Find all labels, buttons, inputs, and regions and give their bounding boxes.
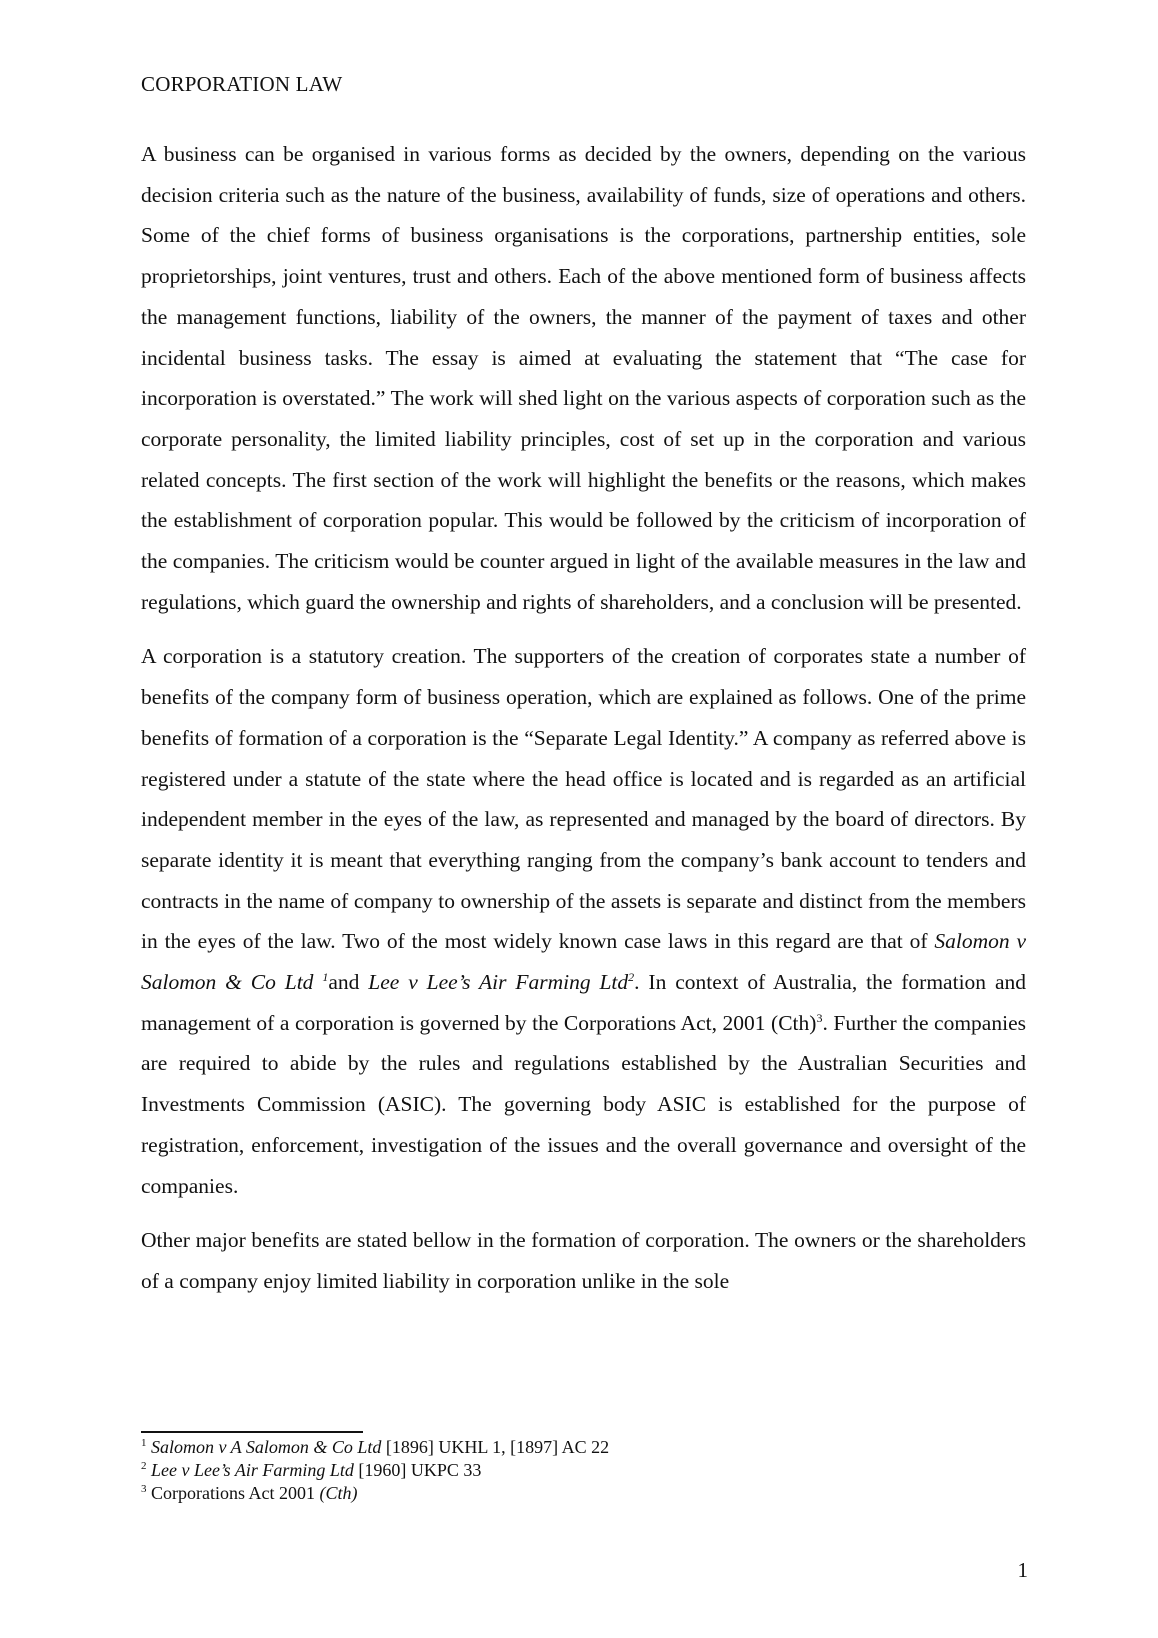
footnote-3	[141, 1482, 1026, 1505]
footnote-ref-2[interactable]: 2	[628, 969, 635, 984]
footnote-2	[141, 1459, 1026, 1482]
document-header: CORPORATION LAW	[141, 72, 343, 96]
page-number: 1	[1017, 1558, 1028, 1582]
footnote-ref-1[interactable]: 1	[322, 969, 329, 984]
footnote-ref-3[interactable]: 3	[816, 1010, 823, 1025]
footnote-citation: [1960] UKPC 33	[353, 1460, 482, 1480]
paragraph-other-benefits: Other major benefits are stated bellow in the formation of corporation. The owners or the shareholders of a company enjoy limited liability in corporation unlike in the sole	[141, 1228, 1026, 1293]
paragraph-text: A corporation is a statutory creation. The supporters of the creation of corporates state a number of benefits of the company form of business operation, which are explained as follows. One of the prime benefits of formation of a corporation is the “Separate Legal Identity.” A company as referred above is registered under a statute of the state where the head office is located and is regarded as an artificial independent member in the eyes of the law, as represented and managed by the board of directors. By separate identity it is meant that everything ranging from the company’s bank account to tenders and contracts in the name of company to ownership of the assets is separate and distinct from the members in the eyes of the law. Two of the most widely known case laws in this regard are that of	[141, 644, 1026, 954]
footnote-number: 3	[141, 1483, 147, 1495]
footnote-1	[141, 1436, 1026, 1459]
footnote-number: 2	[141, 1460, 147, 1472]
paragraph-introduction: A business can be organised in various forms as decided by the owners, depending on the various decision criteria such as the nature of the business, availability of funds, size of operations and others. Some of the chief forms of business organisations is the corporations, partnership entities, sole proprietorships, joint ventures, trust and others. Each of the above mentioned form of business affects the management functions, liability of the owners, the manner of the payment of taxes and other incidental business tasks. The essay is aimed at evaluating the statement that “The case for incorporation is overstated.” The work will shed light on the various aspects of corporation such as the corporate personality, the limited liability principles, cost of set up in the corporation and various related concepts. The first section of the work will highlight the benefits or the reasons, which makes the establishment of corporation popular. This would be followed by the criticism of incorporation of the companies. The criticism would be counter argued in light of the available measures in the law and regulations, which guard the ownership and rights of shareholders, and a conclusion will be presented.	[141, 142, 1026, 614]
case-citation-salomon: Salomon v Salomon & Co Ltd	[141, 929, 1026, 995]
footnote-case-name: Salomon v A Salomon & Co Ltd	[151, 1437, 382, 1457]
footnote-citation: Corporations Act 2001	[151, 1483, 320, 1503]
paragraph-text: . Further the companies are required to abide by the rules and regulations established by the Australian Securities and Investments Commission (ASIC). The governing body ASIC is established for the purpose of registration, enforcement, investigation of the issues and the overall governance and oversight of the companies.	[141, 1010, 1026, 1198]
footnote-jurisdiction: (Cth)	[319, 1483, 358, 1503]
footnote-separator	[141, 1431, 363, 1433]
footnote-citation: [1896] UKHL 1, [1897] AC 22	[381, 1437, 610, 1457]
paragraph-separate-legal-identity	[141, 636, 1026, 1206]
paragraph-text: . In context of Australia, the formation and management of a corporation is governed by the Corporations Act, 2001 (Cth)	[141, 970, 1026, 1035]
footnotes	[141, 1436, 1026, 1505]
document-body	[141, 134, 1026, 1316]
footnote-case-name: Lee v Lee’s Air Farming Ltd	[151, 1460, 354, 1480]
footnote-number: 1	[141, 1437, 147, 1449]
paragraph-text: and	[328, 970, 369, 995]
case-citation-lee: Lee v Lee’s Air Farming Ltd	[368, 970, 629, 995]
